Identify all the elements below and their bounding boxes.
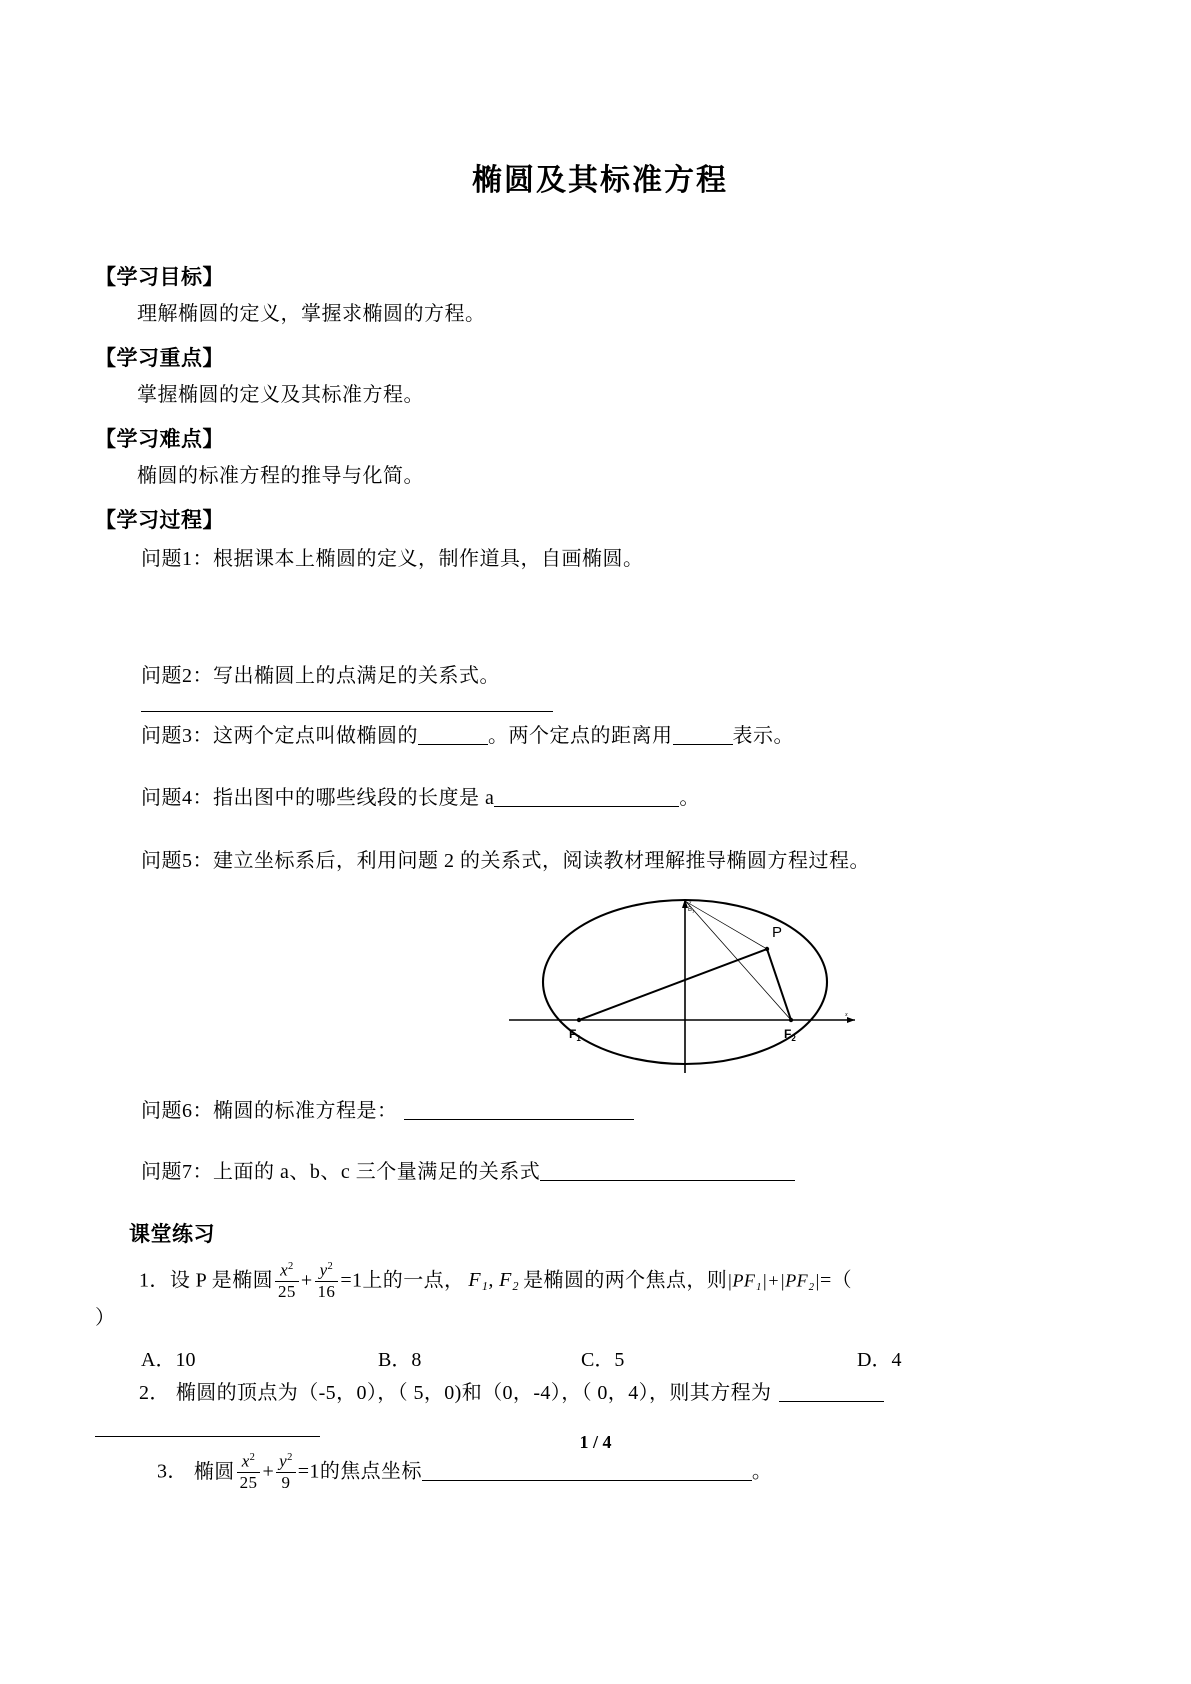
answer-rule-q2[interactable]	[141, 711, 553, 712]
practice-heading: 课堂练习	[129, 1222, 215, 1246]
question-3-text-b: 。两个定点的距离用	[488, 725, 673, 747]
practice-item-1	[139, 1262, 1095, 1301]
question-3-text-c: 表示。	[732, 725, 794, 747]
practice-1-close-paren: ）	[95, 1307, 116, 1330]
answer-blank-practice-3[interactable]	[422, 1462, 752, 1481]
label-b1: $B_1$	[688, 907, 695, 914]
question-3	[141, 719, 1095, 748]
practice-2-text: 椭圆的顶点为（-5，0），（ 5，0)和（0，-4），（ 0，4），则其方程为	[175, 1382, 772, 1405]
label-x-axis: x	[845, 1012, 848, 1018]
question-6-text: 问题6：椭圆的标准方程是：	[141, 1100, 398, 1122]
practice-1-equals: =（	[820, 1269, 853, 1292]
point-p	[765, 947, 769, 951]
ellipse-diagram-svg	[495, 887, 875, 1077]
practice-3-text-before: 椭圆	[193, 1460, 235, 1483]
section-heading-process: 【学习过程】	[95, 508, 224, 532]
page-title: 椭圆及其标准方程	[472, 164, 728, 197]
segment-b1-p	[685, 901, 767, 949]
label-f1: $F_1$	[569, 1027, 581, 1043]
practice-3-text-after: 的焦点坐标	[319, 1460, 422, 1483]
label-f2: $F_2$	[784, 1027, 796, 1043]
practice-1-foci: F₁, F₂	[468, 1269, 520, 1292]
fraction-y2-over-9: $\frac{y^2}{9}$	[276, 1452, 296, 1491]
practice-1-text-before: 设 P 是椭圆	[169, 1269, 273, 1292]
practice-3-plus: +	[262, 1460, 275, 1483]
page-content	[95, 0, 1095, 1493]
fraction-x2-over-25-b: $\frac{x^2}{25}$	[237, 1452, 261, 1491]
practice-3-number: 3．	[157, 1460, 188, 1483]
ellipse-figure	[95, 887, 1095, 1082]
segment-p-f2	[767, 949, 791, 1020]
question-4-text-b: 。	[679, 787, 700, 809]
choice-c[interactable]: C．5	[581, 1349, 625, 1372]
question-4	[141, 781, 1095, 810]
segment-f1-p	[579, 949, 767, 1020]
practice-1-plus: +	[300, 1269, 313, 1292]
practice-1-text-after: 是椭圆的两个焦点，则	[523, 1269, 728, 1292]
answer-blank-q3-1[interactable]	[418, 725, 488, 745]
question-3-text-a: 问题3：这两个定点叫做椭圆的	[141, 725, 418, 747]
practice-2-number: 2．	[139, 1382, 170, 1405]
answer-blank-q6[interactable]	[404, 1100, 634, 1120]
fraction-x2-over-25: $\frac{x^2}{25}$	[275, 1261, 299, 1300]
question-7	[141, 1155, 1095, 1184]
choice-d[interactable]: D．4	[857, 1349, 902, 1372]
page-number: 1 / 4	[579, 1432, 612, 1452]
question-4-text-a: 问题4：指出图中的哪些线段的长度是 a	[141, 787, 495, 809]
section-heading-difficulty: 【学习难点】	[95, 427, 224, 451]
section-body-difficulty: 椭圆的标准方程的推导与化简。	[137, 465, 424, 487]
question-2: 问题2：写出椭圆上的点满足的关系式。	[141, 665, 500, 687]
label-y-axis: y	[689, 899, 692, 905]
label-p: P	[772, 924, 783, 941]
answer-blank-practice-2a[interactable]	[779, 1383, 884, 1402]
x-axis-arrow	[847, 1017, 855, 1023]
section-heading-keypoint: 【学习重点】	[95, 346, 224, 370]
practice-1-choices	[141, 1343, 1095, 1372]
question-6	[141, 1094, 1095, 1123]
question-7-text: 问题7：上面的 a、b、c 三个量满足的关系式	[141, 1161, 541, 1183]
practice-3-tail: 。	[751, 1460, 773, 1483]
choice-b[interactable]: B．8	[378, 1349, 422, 1372]
practice-1-expression: |PF₁|+|PF₂|	[727, 1270, 820, 1291]
section-heading-objective: 【学习目标】	[95, 265, 224, 289]
answer-blank-q3-2[interactable]	[673, 725, 733, 745]
fraction-y2-over-16: $\frac{y^2}{16}$	[315, 1261, 339, 1300]
practice-3-equals-one: =1	[297, 1460, 320, 1483]
practice-1-text-mid: 上的一点，	[362, 1269, 465, 1292]
choice-a[interactable]: A．10	[141, 1349, 196, 1372]
answer-blank-q4[interactable]	[494, 787, 679, 807]
question-5: 问题5：建立坐标系后，利用问题 2 的关系式，阅读教材理解推导椭圆方程过程。	[141, 850, 870, 872]
question-1: 问题1：根据课本上椭圆的定义，制作道具，自画椭圆。	[141, 548, 644, 570]
section-body-objective: 理解椭圆的定义，掌握求椭圆的方程。	[137, 303, 486, 325]
practice-1-equals-one: =1	[340, 1269, 363, 1292]
section-body-keypoint: 掌握椭圆的定义及其标准方程。	[137, 384, 424, 406]
practice-item-3	[157, 1453, 1095, 1492]
practice-1-number: 1．	[139, 1269, 170, 1292]
practice-item-2	[139, 1378, 1095, 1408]
answer-blank-q7[interactable]	[540, 1161, 795, 1181]
